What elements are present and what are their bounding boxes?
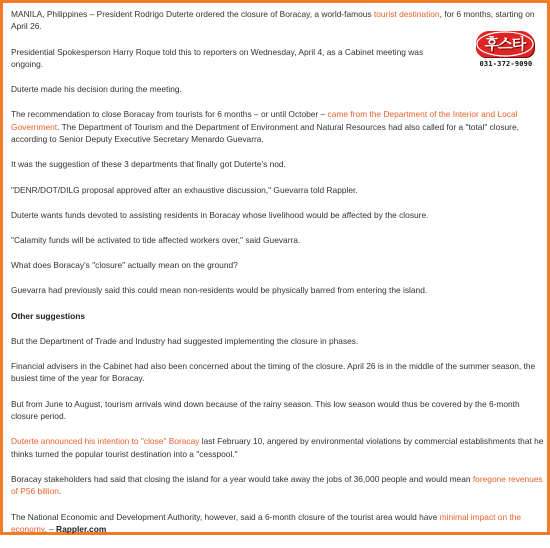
source-credit: Rappler.com — [56, 523, 107, 534]
paragraph-12: Financial advisers in the Cabinet had also been concerned about the timing of the closure. April 26 is in the middle of the summer season, the busiest time of the year for Boracay. — [11, 361, 536, 384]
link-tourist-destination[interactable]: tourist destination — [373, 9, 440, 19]
paragraph-3: Duterte made his decision during the meeting. — [11, 84, 182, 95]
link-duterte-intention[interactable]: Duterte announced his intention to "close" Boracay — [11, 436, 200, 447]
paragraph-1: MANILA, Philippines – President Rodrigo Duterte ordered the closure of Boracay, a world-famous tourist destination, for 6 months, starting on April 26. — [11, 9, 535, 32]
paragraph-13: But from June to August, tourism arrivals wind down because of the rainy season. This low season would thus be covered by the 6-month closure period. — [11, 398, 520, 422]
logo — [474, 31, 538, 71]
paragraph-16: The National Economic and Development Authority, however, said a 6-month closure of the tourist area would have minimal impact on the economy. – Rappler.com — [11, 511, 522, 534]
article-body — [11, 8, 547, 548]
paragraph-5: It was the suggestion of these 3 departments that finally got Duterte's nod. — [11, 159, 286, 170]
logo-phone: 031-372-9090 — [479, 60, 533, 68]
link-foregone-revenues[interactable]: foregone revenues of P56 billion — [11, 473, 543, 497]
paragraph-4: The recommendation to close Boracay from tourists for 6 months – or until October – came from the Department of the Interior and Local Government. The Department of Tourism and the Department of Environment and Natural Resources had also called for a "total" closure, according to Senior Deputy Executive Secretary Menardo Guevarra. — [11, 109, 519, 145]
paragraph-7: Duterte wants funds devoted to assisting residents in Boracay whose livelihood would be affected by the closure. — [11, 209, 429, 220]
paragraph-11: But the Department of Trade and Industry had suggested implementing the closure in phases. — [11, 335, 359, 346]
logo-wordmark: 후스타 — [484, 35, 526, 53]
paragraph-6: "DENR/DOT/DILG proposal approved after an exhaustive discussion," Guevarra told Rappler. — [11, 184, 358, 195]
paragraph-9: What does Boracay's "closure" actually mean on the ground? — [11, 260, 238, 271]
link-minimal-impact[interactable]: minimal impact on the economy — [11, 511, 522, 534]
section-heading: Other suggestions — [11, 310, 85, 321]
paragraph-14: Duterte announced his intention to "close" Boracay last February 10, angered by environmental violations by commercial establishments that he thinks turned the popular tourist destination into a "cesspool." — [11, 436, 544, 459]
paragraph-2: Presidential Spokesperson Harry Roque told this to reporters on Wednesday, April 4, as a Cabinet meeting was ongoing. — [11, 46, 424, 70]
paragraph-15: Boracay stakeholders had said that closing the island for a year would take away the jobs of 36,000 people and would mean foregone revenues of P56 billion. — [11, 473, 543, 497]
link-dilg[interactable]: came from the Department of the Interior and Local Government — [11, 109, 518, 132]
paragraph-8: "Calamity funds will be activated to tide affected workers over," said Guevarra. — [11, 235, 301, 246]
paragraph-10: Guevarra had previously said this could mean non-residents would be physically barred from entering the island. — [11, 285, 428, 296]
